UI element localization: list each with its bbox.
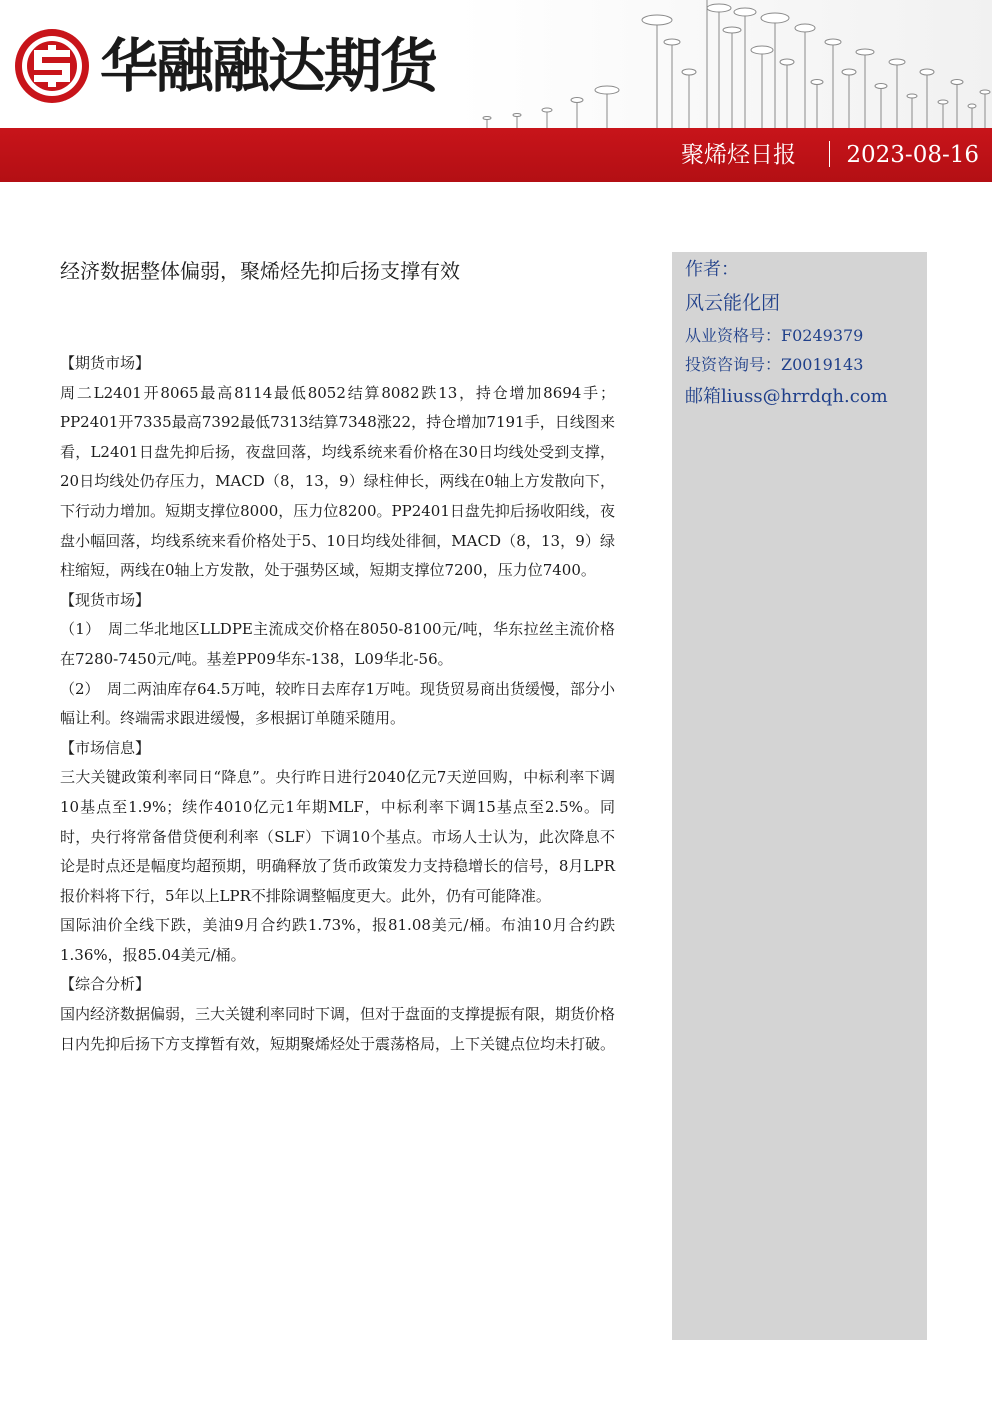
author-name: 风云能化团 (685, 292, 781, 314)
cert-number: 从业资格号：F0249379 (685, 326, 864, 345)
logo-icon (12, 26, 92, 106)
paragraph-analysis: 国内经济数据偏弱，三大关键利率同时下调，但对于盘面的支撑提振有限，期货价格日内先抑后扬下方支撑暂有效，短期聚烯烃处于震荡格局，上下关键点位均未打破。 (60, 1005, 616, 1053)
paragraph-info-1: 三大关键政策利率同日“降息”。央行昨日进行2040亿元7天逆回购，中标利率下调10基点至1.9%；续作4010亿元1年期MLF，中标利率下调15基点至2.5%。同时，央行将常备借贷便利利率（SLF）下调10个基点。市场人士认为，此次降息不论是时点还是幅度均超预期，明确释放了货币政策发力支持稳增长的信号，8月LPR报价料将下行，5年以上LPR不排除调整幅度更大。此外，仍有可能降准。 (60, 768, 615, 905)
report-name: 聚烯烃日报 (681, 142, 796, 168)
paragraph-spot-1: （1） 周二华北地区LLDPE主流成交价格在8050-8100元/吨，华东拉丝主流价格在7280-7450元/吨。基差PP09华东-138，L09华北-56。 (60, 620, 615, 668)
author-email[interactable]: 邮箱liuss@hrrdqh.com (685, 386, 888, 407)
report-date: 2023-08-16 (846, 142, 979, 168)
title-bar (0, 128, 992, 182)
paragraph-spot-2: （2） 周二两油库存64.5万吨，较昨日去库存1万吨。现货贸易商出货缓慢，部分小幅让利。终端需求跟进缓慢，多根据订单随采随用。 (60, 679, 615, 728)
section-heading-analysis: 【综合分析】 (60, 975, 151, 994)
title-separator (829, 141, 830, 167)
report-body (60, 349, 615, 1059)
paragraph-futures: 周二L2401开8065最高8114最低8052结算8082跌13，持仓增加8694手；PP2401开7335最高7392最低7313结算7348涨22，持仓增加7191手，日线图来看，L2401日盘先抑后扬，夜盘回落，均线系统来看价格在30日均线处受到支撑，20日均线处仍存压力，MACD（8，13，9）绿柱伸长，两线在0轴上方发散向下，下行动力增加。短期支撑位8000，压力位8200。PP2401日盘先抑后扬收阳线，夜盘小幅回落，均线系统来看价格处于5、10日均线处徘徊，MACD（8，13，9）绿柱缩短，两线在0轴上方发散，处于强势区域，短期支撑位7200，压力位7400。 (60, 383, 615, 580)
headline: 经济数据整体偏弱，聚烯烃先抑后扬支撑有效 (60, 259, 460, 283)
decorative-pattern (457, 0, 992, 128)
section-heading-futures: 【期货市场】 (60, 354, 151, 372)
page-header (0, 0, 992, 182)
brand-name: 华融融达期货 (100, 32, 437, 100)
section-heading-info: 【市场信息】 (60, 738, 151, 757)
section-heading-spot: 【现货市场】 (60, 590, 151, 609)
author-sidebar (672, 252, 927, 1340)
paragraph-info-2: 国际油价全线下跌，美油9月合约跌1.73%，报81.08美元/桶。布油10月合约跌1.36%，报85.04美元/桶。 (60, 916, 615, 964)
author-label: 作者： (685, 259, 739, 280)
consult-number: 投资咨询号：Z0019143 (685, 355, 864, 374)
